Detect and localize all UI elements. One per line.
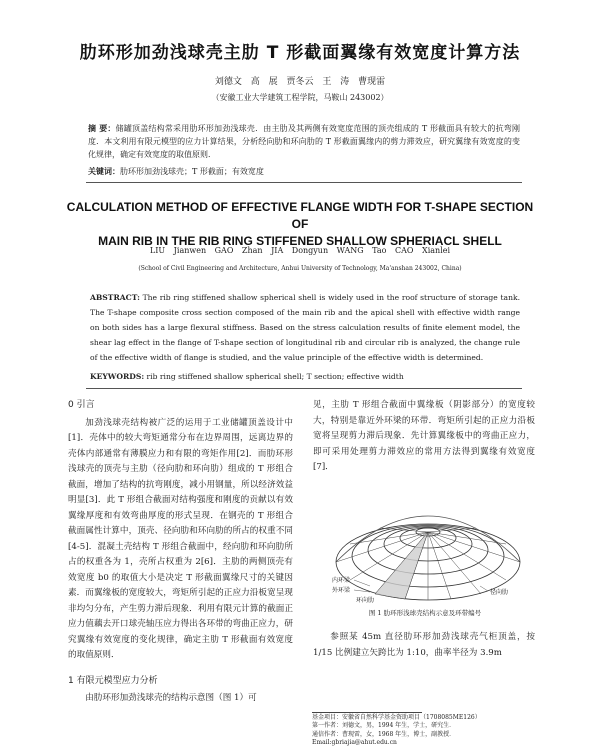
label-ring-rib: 环向肋 <box>356 597 375 604</box>
title-cn: 肋环形加劲浅球壳主肋 T 形截面翼缘有效宽度计算方法 <box>79 43 521 63</box>
divider-rule <box>86 182 522 183</box>
keywords-en <box>90 372 520 381</box>
footnote <box>312 714 542 748</box>
section-1-paragraph: 由肋环形加劲浅球壳的结构示意图（图 1）可 <box>85 693 257 703</box>
authors-cn: 刘德文 高 展 贾冬云 王 涛 曹现雷 <box>214 77 386 87</box>
footnote-line: 第一作者：刘德文，男，1994 年生，学士，研究生． <box>312 722 456 730</box>
label-radial-rib: 径向肋 <box>490 589 509 596</box>
footnote-line: 通信作者：曹现雷，女，1968 年生，博士，副教授． <box>312 730 456 738</box>
affiliation-cn: （安徽工业大学建筑工程学院，马鞍山 243002） <box>211 93 389 102</box>
keywords-cn-label: 关键词： <box>88 166 120 176</box>
section-0-heading: 0 引言 <box>68 400 95 410</box>
keywords-cn-text: 肋环形加劲浅球壳；T 形截面；有效宽度 <box>120 167 264 176</box>
keywords-cn <box>88 166 520 177</box>
label-inner-ring: 内环梁 <box>332 577 351 584</box>
label-outer-ring: 外环梁 <box>332 587 351 594</box>
left-column <box>68 398 293 707</box>
divider-rule-2 <box>86 388 522 389</box>
footnote-line: 基金项目：安徽省自然科学基金资助项目（1708085ME126） <box>312 714 481 721</box>
right-column-bottom: 参照某 45m 直径肋环形加劲浅球壳气柜顶盖，按 1/15 比例建立矢跨比为 1:10，曲率半径为 3.9m <box>313 632 535 658</box>
figure-1-caption: 图 1 肋环形浅球壳结构示意及环带编号 <box>368 609 482 617</box>
title-en-line1: CALCULATION METHOD OF EFFECTIVE FLANGE WIDTH FOR T-SHAPE SECTION OF <box>66 200 534 231</box>
authors-en: LIU Jianwen GAO Zhan JIA Dongyun WANG Tao CAO Xianlei <box>149 246 451 255</box>
abstract-en-label: ABSTRACT: <box>90 293 140 302</box>
abstract-cn <box>88 122 520 161</box>
right-column-top: 见，主肋 T 形组合截面中翼缘板（阴影部分）的宽度较大，特别是靠近外环梁的环带．弯矩所引起的正应力沿板宽将呈现剪力滞后现象．先计算翼缘板中的弯曲正应力，即可采用处理剪力滞效应的常用方法得到翼缘有效宽度[7]． <box>313 400 535 472</box>
title-en-line2: MAIN RIB IN THE RIB RING STIFFENED SHALLOW SPHERIACL SHELL <box>98 234 502 248</box>
keywords-en-label: KEYWORDS: <box>90 372 145 381</box>
abstract-cn-label: 摘 要： <box>88 123 116 133</box>
keywords-en-text: rib ring stiffened shallow spherical shell; T section; effective width <box>144 372 404 381</box>
abstract-en <box>90 290 520 365</box>
affiliation-en: (School of Civil Engineering and Architecture, Anhui University of Technology, Ma'anshan 243002, China) <box>138 265 462 272</box>
abstract-cn-text: 储罐顶盖结构常采用肋环形加劲浅球壳．由主肋及其两侧有效宽度范围的顶壳组成的 T 形截面具有较大的抗弯刚度．本文利用有限元模型的应力计算结果，分析经向肋和环向肋的 T 形截面翼缘内的剪力滞效应，研究翼缘有效宽度的变化规律，确定有效宽度的取值原则． <box>88 124 520 159</box>
figure-1-dome-diagram <box>330 470 525 605</box>
title-en <box>60 199 540 250</box>
abstract-en-text: The rib ring stiffened shallow spherical shell is widely used in the roof structure of storage tank. The T-shape composite cross section composed of the main rib and the apical shell with effective width range on both sides has a large flexural stiffness. Based on the stress calculation results of finite element model, the shear lag effect in the flange of T-shape section of longitudinal rib and circular rib is analyzed, the change rule of the effective width of flange is studied, and the value principle of the effective width is determined. <box>90 293 520 362</box>
section-0-paragraph: 加劲浅球壳结构被广泛的运用于工业储罐顶盖设计中[1]．壳体中的较大弯矩通常分布在边界周围，远离边界的壳体内部通常有薄膜应力和有限的弯矩作用[2]．而肋环形浅球壳的顶壳与主肋（径向肋和环向肋）组成的 T 形组合截面，增加了结构的抗弯刚度，减小用钢量，所以经济效益明显[3]．此 T 形组合截面对结构强度和刚度的贡献以有效翼缘厚度和有效弯曲厚度的形式呈现．在钢壳的 T 形组合截面属性计算中，顶壳、径向肋和环向肋的所占的权重不同[4-5]．混凝土壳结构 T 形组合截面中，经向肋和环向肋所占的权重各为 1，壳所占权重为 2[6]．主肋的两侧顶壳有效宽度 b0 的取值大小是决定 T 形截面翼缘尺寸的关键因素．而翼缘板的宽度较大，弯矩所引起的正应力沿板宽呈现非均匀分布，产生剪力滞后现象．利用有限元计算的截面正应力值藕去开口球壳轴压应力得出各环带的弯曲正应力，研究翼缘有效宽度的变化规律，确定主肋 T 形截面有效宽度的取值原则． <box>68 417 293 660</box>
footnote-rule <box>312 712 422 713</box>
section-1-heading: 1 有限元模型应力分析 <box>68 675 158 686</box>
footnote-line: Email:gbriajia@ahut.edu.cn <box>312 739 397 747</box>
